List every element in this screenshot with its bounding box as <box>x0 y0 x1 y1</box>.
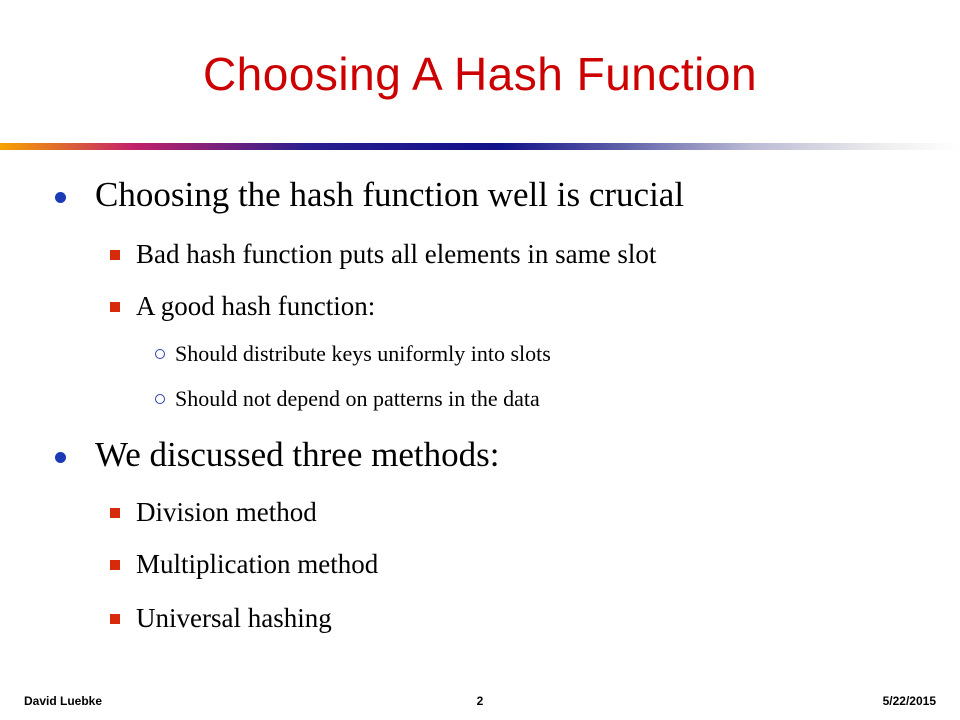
slide-title: Choosing A Hash Function <box>202 48 758 100</box>
bullet-text: Bad hash function puts all elements in same slot <box>136 239 657 269</box>
bullet-text: Should distribute keys uniformly into slots <box>175 341 551 366</box>
bullet-text: Multiplication method <box>136 549 379 579</box>
footer-date: 5/22/2015 <box>882 694 936 708</box>
filled-square-bullet-icon <box>110 560 120 570</box>
filled-square-bullet-icon <box>110 250 120 260</box>
bullet-text: Choosing the hash function well is crucial <box>95 175 685 214</box>
bullet-text: We discussed three methods: <box>95 435 500 474</box>
hollow-circle-bullet-icon <box>155 349 165 359</box>
filled-square-bullet-icon <box>110 508 120 518</box>
footer-page-number: 2 <box>476 694 484 708</box>
bullet-text: Division method <box>136 497 317 527</box>
filled-circle-bullet-icon <box>55 452 66 463</box>
hollow-circle-bullet-icon <box>155 394 165 404</box>
bullet-text: Should not depend on patterns in the data <box>175 386 540 411</box>
bullet-text: Universal hashing <box>136 603 332 633</box>
bullet-text: A good hash function: <box>136 291 376 321</box>
filled-circle-bullet-icon <box>55 192 66 203</box>
filled-square-bullet-icon <box>110 302 120 312</box>
footer-author: David Luebke <box>24 694 103 708</box>
filled-square-bullet-icon <box>110 614 120 624</box>
